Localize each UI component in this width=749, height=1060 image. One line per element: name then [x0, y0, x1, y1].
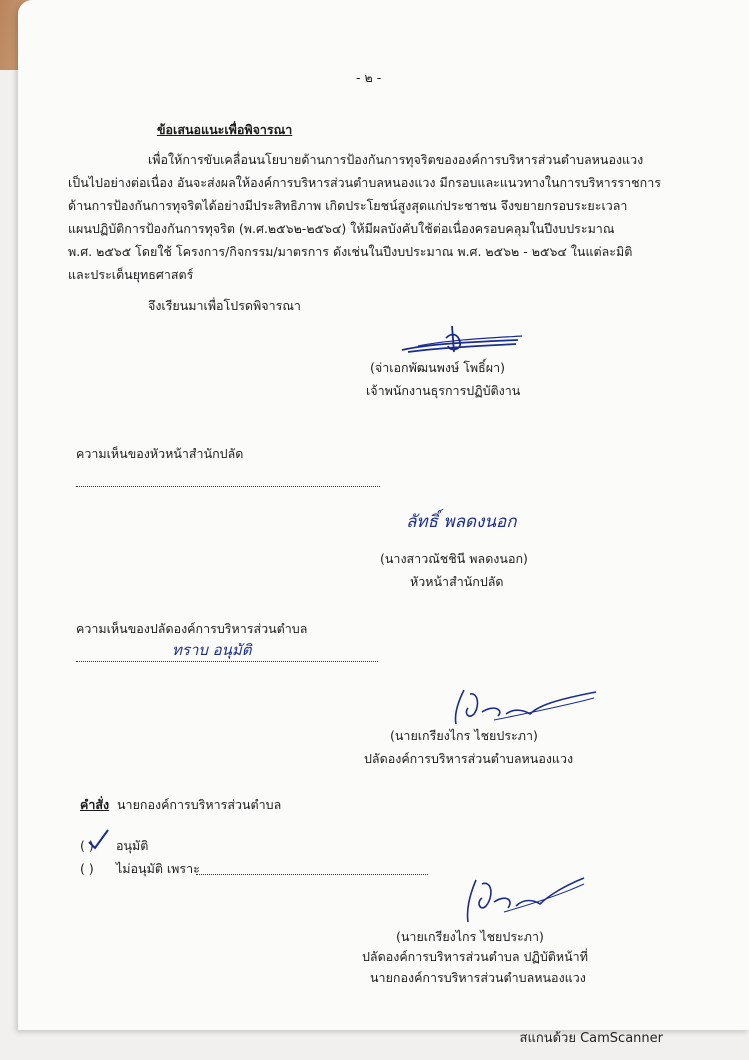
signer1-title: เจ้าพนักงานธุรการปฏิบัติงาน [366, 383, 521, 398]
section3-handwritten-note: ทราบ อนุมัติ [172, 641, 252, 659]
reject-checkbox[interactable]: ( ) [80, 861, 94, 876]
section3-comment-line [76, 661, 378, 662]
body-line: เป็นไปอย่างต่อเนื่อง อันจะส่งผลให้องค์การบริหารส่วนตำบลหนองแวง มีกรอบและแนวทางในการบริหารราชการ [68, 175, 661, 190]
approve-option-label: อนุมัติ [116, 838, 149, 853]
section2-title: หัวหน้าสำนักปลัด [410, 574, 504, 589]
signature-1-image [398, 322, 526, 360]
signer1-name: (จ่าเอกพัฒนพงษ์ โพธิ์ผา) [370, 360, 506, 375]
section2-name: (นางสาวณัชชินี พลดงนอก) [380, 551, 528, 566]
reject-reason-line [196, 874, 428, 875]
order-signer-title-2: นายกองค์การบริหารส่วนตำบลหนองแวง [370, 970, 586, 985]
body-line: และประเด็นยุทธศาสตร์ [68, 267, 194, 282]
section3-name: (นายเกรียงไกร ไชยประภา) [390, 728, 538, 743]
body-line: ด้านการป้องกันการทุจริตได้อย่างมีประสิทธิภาพ เกิดประโยชน์สูงสุดแก่ประชาชน จึงขยายกรอบระยะเวลา [68, 198, 628, 213]
section2-handwritten-signature: ลัทธิ์ พลดงนอก [406, 512, 517, 532]
section3-title: ปลัดองค์การบริหารส่วนตำบลหนองแวง [364, 751, 574, 766]
body-line: เพื่อให้การขับเคลื่อนนโยบายด้านการป้องกันการทุจริตขององค์การบริหารส่วนตำบลหนองแวง [148, 152, 644, 167]
body-line: แผนปฏิบัติการป้องกันการทุจริต (พ.ศ.๒๕๖๒-๒๕๖๔) ให้มีผลบังคับใช้ต่อเนื่องครอบคลุมในปีงบประมาณ [68, 221, 615, 236]
checkmark-icon [86, 828, 112, 852]
section2-label: ความเห็นของหัวหน้าสำนักปลัด [76, 446, 244, 461]
order-signer-title-1: ปลัดองค์การบริหารส่วนตำบล ปฏิบัติหน้าที่ [362, 949, 588, 964]
order-subject: นายกองค์การบริหารส่วนตำบล [117, 797, 282, 812]
closing-text: จึงเรียนมาเพื่อโปรดพิจารณา [148, 298, 301, 313]
section2-comment-line [76, 486, 380, 487]
signature-3-image [452, 872, 588, 926]
order-signer-name: (นายเกรียงไกร ไชยประภา) [396, 929, 544, 944]
heading: ข้อเสนอแนะเพื่อพิจารณา [157, 122, 293, 137]
approve-checkbox[interactable]: ( ) [80, 838, 94, 853]
page-number: - ๒ - [356, 70, 382, 85]
body-line: พ.ศ. ๒๕๖๕ โดยใช้ โครงการ/กิจกรรม/มาตรการ ดังเช่นในปีงบประมาณ พ.ศ. ๒๕๖๒ - ๒๕๖๔ ในแต่ละมิติ [68, 244, 633, 259]
section3-label: ความเห็นของปลัดองค์การบริหารส่วนตำบล [76, 621, 308, 636]
order-label: คำสั่ง [80, 797, 110, 812]
signature-2-image [434, 684, 600, 728]
reject-option-label: ไม่อนุมัติ เพราะ [116, 861, 200, 876]
camscanner-watermark: สแกนด้วย CamScanner [519, 1031, 663, 1046]
